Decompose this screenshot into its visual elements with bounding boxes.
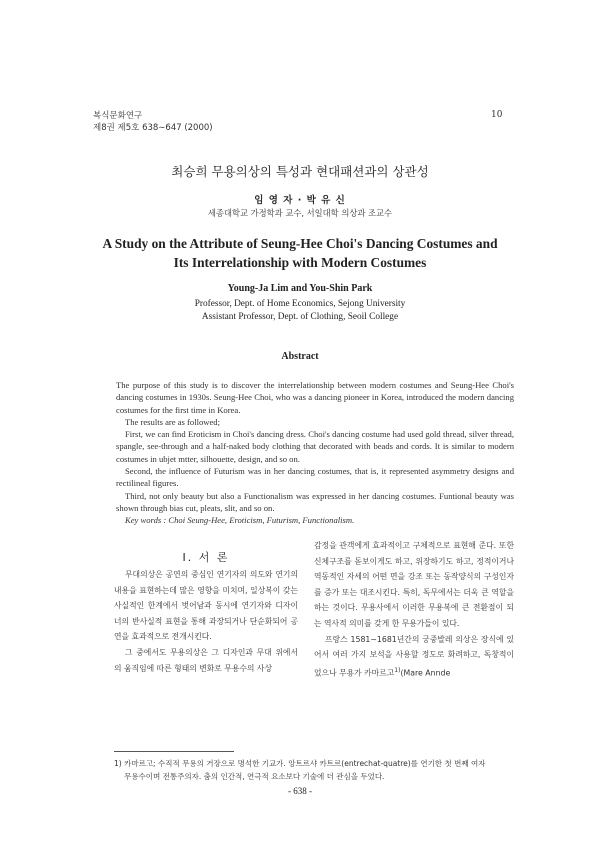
footnote-line: 1) 카마르고; 수직적 무용의 거장으로 명석한 기교가. 앙트르샤 카트르(entrechat-quatre)를 연기한 첫 번째 여자	[114, 759, 486, 768]
body-text: 프랑스 1581∼1681년간의 궁중발레 의상은 장식에 있어서 여러 가지 보석을 사용할 정도로 화려하고, 독창적이었으나 무용가 카마르고	[314, 634, 514, 678]
page-number: - 638 -	[288, 786, 312, 796]
abstract-paragraph: Second, the influence of Futurism was in her dancing costumes, that is, it represented asymmetry designs and rectilineal figures.	[116, 466, 514, 489]
right-column	[314, 538, 514, 681]
body-paragraph: 그 중에서도 무용의상은 그 디자인과 무대 위에서의 움직임에 따른 형태의 변화로 무용수의 사상	[114, 647, 298, 673]
affiliation-2: Assistant Professor, Dept. of Clothing, Seoil College	[201, 312, 399, 322]
running-page-number: 10	[491, 110, 503, 120]
journal-name: 복식문화연구	[93, 111, 143, 121]
body-text: (Mare Annde	[400, 668, 451, 678]
abstract-body	[116, 379, 514, 527]
english-title	[60, 234, 540, 272]
section-heading-introduction: Ⅰ. 서 론	[182, 551, 230, 564]
journal-volume: 제8권 제5호 638∼647 (2000)	[93, 123, 213, 133]
abstract-paragraph: The purpose of this study is to discover the interrelationship between modern costumes and Seung-Hee Choi's dancing costumes in 1930s. Seung-Hee Choi, who was a dancing pioneer in Korea, introduced the modern dancing costumes for the first time in Korea.	[116, 380, 514, 415]
body-paragraph: 감정을 관객에게 효과적이고 구체적으로 표현해 준다. 또한 신체구조를 돋보이게도 하고, 위장하기도 하고, 정적이거나 역동적인 자세의 어떤 면을 강조 또는 동작양식의 구성인자를 증가 또는 대조시킨다. 특히, 독무에서는 더욱 큰 역할을 하는 것이다. 무용사에서 이러한 무용복에 큰 전환점이 되는 역사적 의미를 갖게 한 무용가들이 있다.	[314, 541, 514, 628]
abstract-paragraph: First, we can find Eroticism in Choi's dancing dress. Choi's dancing costume had used gold thread, silver thread, spangle, see-through and a half-naked body clothing that decorated with beads and cords. It is similar to modern costumes in ubjet mtter, silhouette, design, and so on.	[116, 429, 514, 464]
body-paragraph: 무대의상은 공연의 중심인 연기자의 의도와 연기의 내용을 표현하는데 많은 영향을 미치며, 일상복이 갖는 사실적인 한계에서 벗어남과 동시에 연기자와 디자이너의 반사실적 표현을 통해 과장되거나 단순화되어 공연을 효과적으로 전개시킨다.	[114, 570, 298, 642]
left-column	[114, 567, 298, 676]
journal-header	[93, 110, 213, 134]
affiliation-1: Professor, Dept. of Home Economics, Sejong University	[194, 299, 406, 309]
footnote-divider	[114, 751, 234, 752]
english-authors: Young-Ja Lim and You-Shin Park	[227, 283, 373, 294]
abstract-paragraph: The results are as followed;	[125, 416, 220, 427]
abstract-paragraph: Third, not only beauty but also a Functionalism was expressed in her dancing costumes. Funtional beauty was shown through bias cut, pleats, slit, and so on.	[116, 490, 514, 513]
english-title-line1: A Study on the Attribute of Seung-Hee Choi's Dancing Costumes and	[102, 236, 498, 251]
korean-title: 최승희 무용의상의 특성과 현대패션과의 상관성	[171, 164, 429, 179]
korean-authors: 임 영 자 · 박 유 신	[254, 195, 346, 206]
abstract-heading: Abstract	[281, 351, 319, 362]
korean-affiliation: 세종대학교 가정학과 교수, 서일대학 의상과 조교수	[207, 208, 393, 218]
body-paragraph	[314, 632, 514, 681]
keywords: Key words : Choi Seung-Hee, Eroticism, Futurism, Functionalism.	[125, 515, 355, 526]
footnote	[114, 757, 514, 783]
footnote-line: 무용수이며 전통주의자. 춤의 인간적, 연극적 요소보다 기술에 더 관심을 두었다.	[124, 772, 385, 781]
english-title-line2: Its Interrelationship with Modern Costumes	[173, 255, 427, 270]
footnote-ref: 1)	[394, 666, 401, 674]
english-affiliation	[0, 298, 600, 324]
